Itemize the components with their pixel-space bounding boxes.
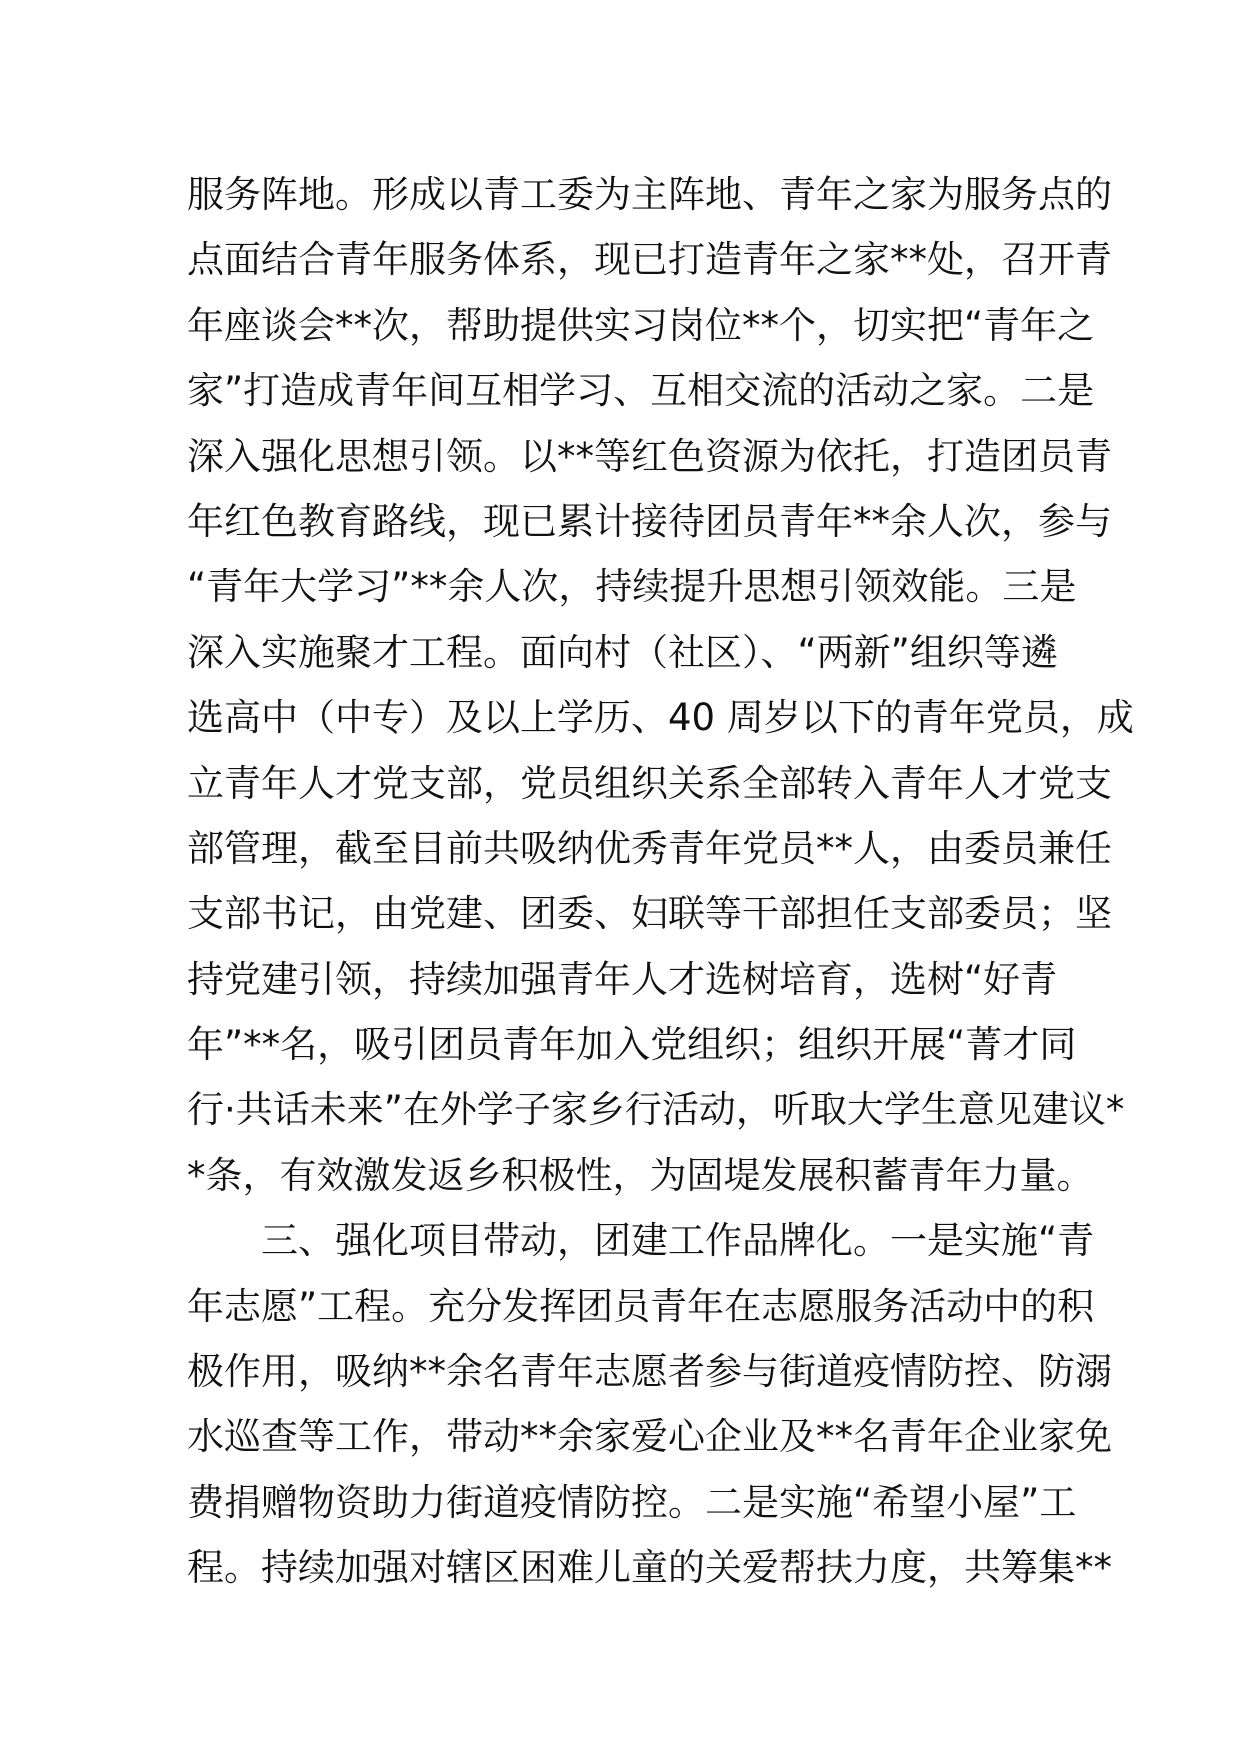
- section-heading-line: 三、强化项目带动，团建工作品牌化。一是实施“青: [187, 1219, 1095, 1263]
- text-line: 年志愿”工程。充分发挥团员青年在志愿服务活动中的积: [187, 1284, 1095, 1328]
- text-line: *条，有效激发返乡积极性，为固堤发展积蓄青年力量。: [187, 1153, 1094, 1197]
- text-line: 立青年人才党支部，党员组织关系全部转入青年人才党支: [187, 761, 1112, 805]
- text-line: 极作用，吸纳**余名青年志愿者参与街道疫情防控、防溺: [187, 1350, 1112, 1394]
- text-line: 家”打造成青年间互相学习、互相交流的活动之家。二是: [187, 369, 1095, 413]
- text-line: “青年大学习”**余人次，持续提升思想引领效能。三是: [187, 565, 1077, 609]
- text-line: 深入强化思想引领。以**等红色资源为依托，打造团员青: [187, 434, 1112, 478]
- text-line: 持党建引领，持续加强青年人才选树培育，选树“好青: [187, 957, 1058, 1001]
- text-line: 部管理，截至目前共吸纳优秀青年党员**人，由委员兼任: [187, 826, 1112, 870]
- text-line: 年”**名，吸引团员青年加入党组织；组织开展“菁才同: [187, 1023, 1077, 1067]
- text-line: 支部书记，由党建、团委、妇联等干部担任支部委员；坚: [187, 892, 1112, 936]
- text-line: 年座谈会**次，帮助提供实习岗位**个，切实把“青年之: [187, 303, 1095, 347]
- text-line: 选高中（中专）及以上学历、40 周岁以下的青年党员，成: [187, 696, 1134, 740]
- text-line: 点面结合青年服务体系，现已打造青年之家**处，召开青: [187, 238, 1112, 282]
- text-line: 行·共话未来”在外学子家乡行活动，听取大学生意见建议*: [187, 1088, 1125, 1132]
- body-text: [187, 162, 1134, 1601]
- text-line: 深入实施聚才工程。面向村（社区）、“两新”组织等遴: [187, 630, 1058, 674]
- text-line: 费捐赠物资助力街道疫情防控。二是实施“希望小屋”工: [187, 1480, 1077, 1524]
- text-line: 水巡查等工作，带动**余家爱心企业及**名青年企业家免: [187, 1415, 1112, 1459]
- text-line: 程。持续加强对辖区困难儿童的关爱帮扶力度，共筹集**: [187, 1546, 1112, 1590]
- text-line: 年红色教育路线，现已累计接待团员青年**余人次，参与: [187, 499, 1112, 543]
- text-line: 服务阵地。形成以青工委为主阵地、青年之家为服务点的: [187, 173, 1112, 216]
